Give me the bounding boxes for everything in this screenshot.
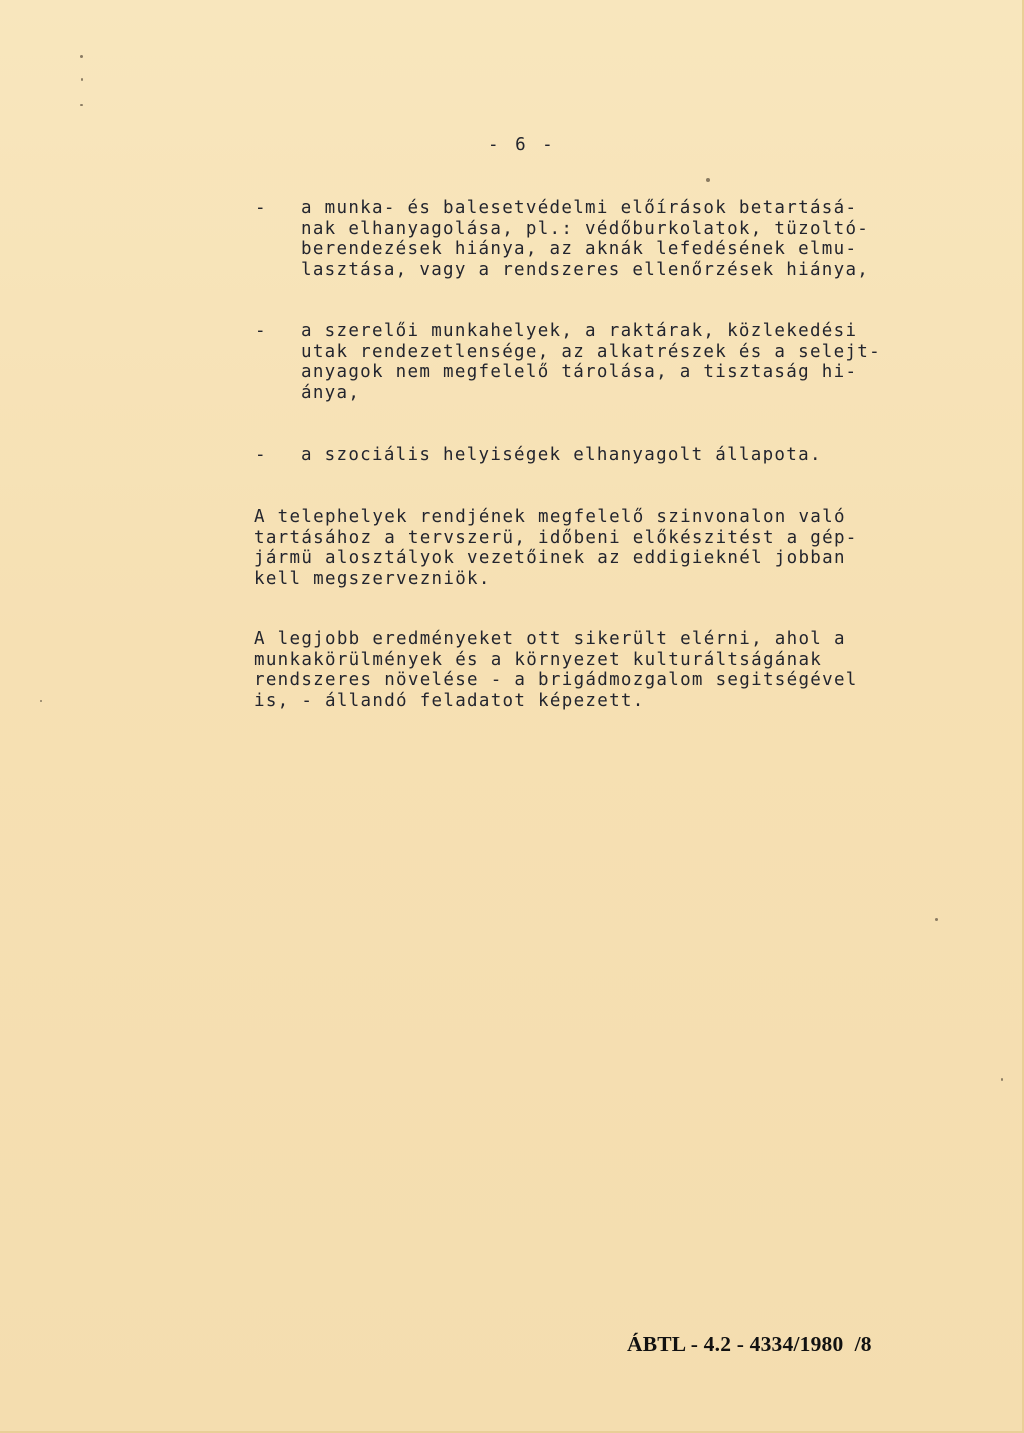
text-line: a szociális helyiségek elhanyagolt állapota.	[301, 445, 822, 465]
text-line: utak rendezetlensége, az alkatrészek és a selejt-	[301, 341, 881, 362]
list-item-text	[301, 321, 881, 403]
text-line: anyagok nem megfelelő tárolása, a tisztaság hi-	[301, 362, 858, 382]
list-item	[255, 321, 881, 403]
list-item	[255, 198, 870, 280]
text-line: A telephelyek rendjének megfelelő szinvonalon való	[254, 507, 846, 527]
text-line: nak elhanyagolása, pl.: védőburkolatok, tüzoltó-	[301, 218, 870, 239]
text-line: lasztása, vagy a rendszeres ellenőrzések hiánya,	[301, 259, 870, 280]
bullet-dash: -	[255, 445, 267, 465]
archive-stamp: ÁBTL - 4.2 - 4334/1980 /8	[627, 1332, 872, 1356]
paragraph	[254, 629, 858, 711]
list-item-text	[301, 198, 869, 280]
text-line: a szerelői munkahelyek, a raktárak, közlekedési	[301, 321, 858, 341]
text-line: is, - állandó feladatot képezett.	[254, 690, 645, 711]
bullet-dash: -	[255, 198, 267, 218]
text-line: rendszeres növelése - a brigádmozgalom segitségével	[254, 670, 858, 690]
text-line: jármü alosztályok vezetőinek az eddigieknél jobban	[254, 548, 846, 568]
text-line: a munka- és balesetvédelmi előírások betartásá-	[301, 198, 858, 218]
text-line: A legjobb eredményeket ott sikerült elérni, ahol a	[254, 629, 846, 649]
text-line: munkakörülmények és a környezet kulturáltságának	[254, 649, 823, 670]
text-line: ánya,	[301, 382, 361, 403]
page-number: - 6 -	[488, 135, 556, 155]
text-line: berendezések hiánya, az aknák lefedésének elmu-	[301, 239, 858, 259]
text-line: tartásához a tervszerü, időbeni előkészitést a gép-	[254, 527, 858, 548]
text-line: kell megszervezniök.	[254, 568, 491, 589]
bullet-dash: -	[255, 321, 267, 341]
list-item-text	[301, 445, 822, 466]
paragraph	[254, 507, 858, 589]
